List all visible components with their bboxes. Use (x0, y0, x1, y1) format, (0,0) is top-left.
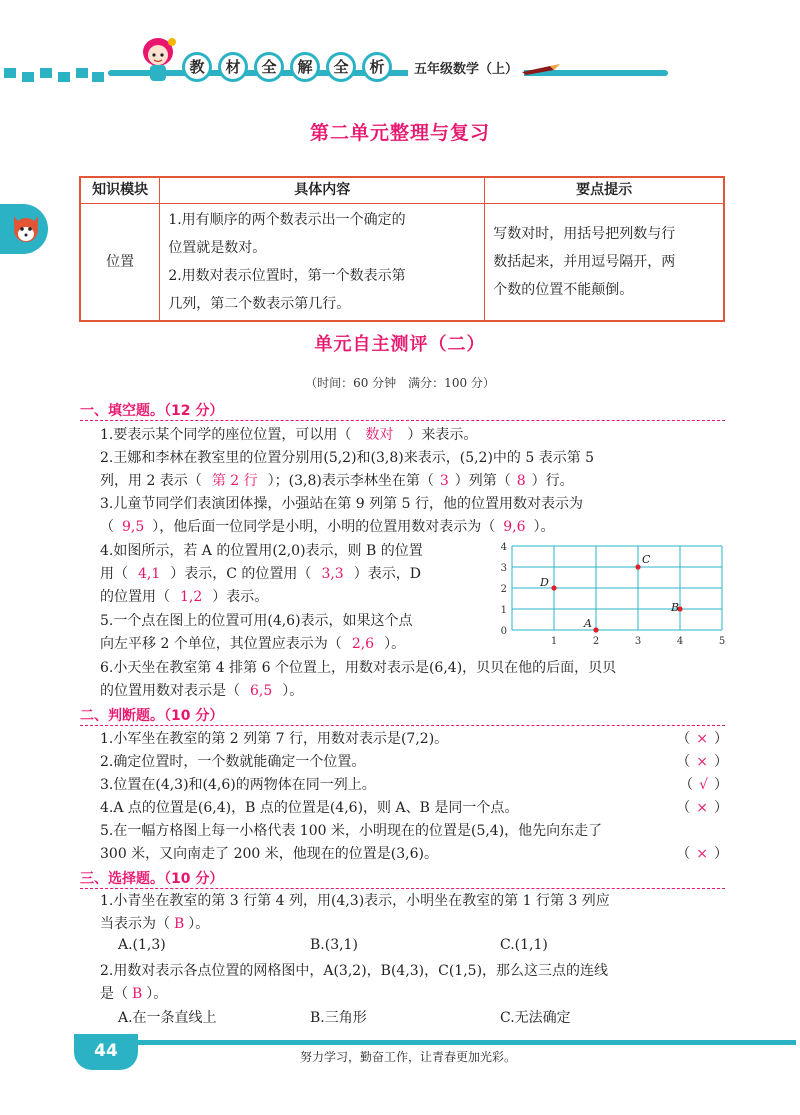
review-title: 第二单元整理与复习 (309, 122, 490, 144)
section-divider (80, 725, 725, 726)
answer: √ (699, 777, 708, 793)
judge-mark (658, 797, 728, 817)
fox-mascot-icon (10, 210, 42, 246)
tips-line: 个数的位置不能颠倒。 (493, 281, 634, 298)
x-tick-label: 3 (634, 636, 642, 647)
q-text: 的位置用数对表示是（ (100, 683, 240, 699)
question-1-2 (100, 447, 726, 493)
answer: 第 2 行 (211, 473, 258, 489)
q-text: 3.儿童节同学们表演团体操，小强站在第 9 列第 5 行，他的位置用数对表示为 (100, 496, 583, 512)
judge-mark (658, 843, 728, 863)
q-text: 6.小天坐在教室第 4 排第 6 个位置上，用数对表示是(6,4)，贝贝在他的后面，贝贝 (100, 660, 617, 676)
point-label: C (642, 553, 651, 566)
module-cell: 位置 (80, 203, 160, 321)
question-1-5 (100, 610, 500, 656)
q-text: 是（ (100, 986, 128, 1002)
content-line: 2.用数对表示位置时，第一个数表示第 (168, 267, 406, 284)
answer: B (174, 916, 185, 932)
section-1-title: 一、填空题。（12 分） (80, 403, 224, 419)
origin-label: 0 (500, 626, 507, 637)
paren: （ (676, 754, 691, 770)
x-tick-label: 4 (676, 636, 684, 647)
paren: （ (679, 777, 694, 793)
table-row (80, 203, 724, 321)
paren: ） (714, 846, 728, 862)
paren: （ (676, 731, 691, 747)
mascot-girl-icon (136, 34, 180, 86)
q-text: ）表示。 (212, 589, 269, 605)
point-c (635, 564, 640, 569)
answer: 8 (516, 473, 526, 489)
q-text: ）来表示。 (407, 427, 478, 443)
q-text: ）表示，D (353, 566, 421, 582)
q-text: ）列第（ (454, 473, 511, 489)
answer: B (132, 986, 143, 1002)
q-text: ）；(3,8)表示李林坐在第（ (267, 473, 434, 489)
y-tick-label: 1 (500, 605, 507, 616)
paren: ） (714, 731, 728, 747)
header-char: 教 (182, 52, 212, 82)
q-text: ）行。 (531, 473, 574, 489)
x-tick-label: 1 (550, 636, 558, 647)
content-line: 几列，第二个数表示第几行。 (168, 295, 351, 312)
pen-icon (520, 62, 562, 76)
q-text: ）。 (146, 986, 168, 1002)
tips-line: 写数对时，用括号把列数与行 (493, 225, 676, 242)
footer-bar (96, 1040, 796, 1045)
question-2-5 (100, 820, 726, 866)
answer: 9,5 (122, 519, 145, 535)
time-info: （时间：60 分钟 满分：100 分） (305, 376, 495, 390)
q-text: ）。 (384, 636, 406, 652)
answer: 9,6 (503, 519, 526, 535)
grid-points (539, 553, 683, 633)
paren: ） (714, 777, 728, 793)
q-text: （ (100, 519, 114, 535)
answer: × (696, 800, 708, 816)
question-2-2: 2.确定位置时，一个数就能确定一个位置。 (100, 754, 366, 770)
q-text: 4.如图所示，若 A 的位置用(2,0)表示，则 B 的位置 (100, 543, 423, 559)
q-text: 5.在一幅方格图上每一小格代表 100 米，小明现在的位置是(5,4)，他先向东走了 (100, 823, 603, 839)
q-text: 2.用数对表示各点位置的网格图中，A(3,2)，B(4,3)，C(1,5)，那么这三点的连线 (100, 963, 609, 979)
question-3-2 (100, 960, 726, 1006)
x-tick-label: 2 (592, 636, 600, 647)
q-text: ）表示，C 的位置用（ (170, 566, 312, 582)
content-cell (160, 203, 485, 321)
q-text: 列，用 2 表示（ (100, 473, 202, 489)
q-text: ），他后面一位同学是小明，小明的位置用数对表示为（ (152, 519, 496, 535)
content-line: 位置就是数对。 (168, 239, 267, 256)
judge-mark (658, 774, 728, 794)
option-c: C.无法确定 (500, 1010, 571, 1026)
point-label: A (584, 617, 592, 630)
q-text: 1.要表示某个同学的座位位置，可以用（ (100, 427, 352, 443)
paren: ） (714, 754, 728, 770)
tips-line: 数括起来，并用逗号隔开，两 (493, 253, 676, 270)
header-char: 材 (218, 52, 248, 82)
question-2-3: 3.位置在(4,3)和(4,6)的两物体在同一列上。 (100, 777, 376, 793)
point-label: D (540, 576, 549, 589)
q-text: 300 米，又向南走了 200 米，他现在的位置是(3,6)。 (100, 846, 438, 862)
section-divider (80, 420, 725, 421)
q-text: 1.小青坐在教室的第 3 行第 4 列，用(4,3)表示，小明坐在教室的第 1 行第 3 列应 (100, 893, 610, 909)
table-header: 知识模块 (80, 177, 160, 203)
q-text: 5.一个点在图上的位置可用(4,6)表示，如果这个点 (100, 613, 413, 629)
answer: 数对 (365, 427, 394, 443)
question-1-1 (100, 424, 726, 447)
q-text: 2.王娜和李林在教室里的位置分别用(5,2)和(3,8)来表示，(5,2)中的 5 表示第 5 (100, 450, 595, 466)
paren: （ (676, 800, 691, 816)
header-char: 全 (254, 52, 284, 82)
table-header: 具体内容 (160, 177, 485, 203)
q-text: ）。 (282, 683, 304, 699)
option-a: A.在一条直线上 (118, 1010, 217, 1026)
answer: 3,3 (321, 566, 344, 582)
paren: （ (676, 846, 691, 862)
x-tick-label: 5 (718, 636, 726, 647)
header-grade: 五年级数学（上） (408, 58, 524, 77)
header-char: 解 (290, 52, 320, 82)
section-2-title: 二、判断题。（10 分） (80, 708, 224, 724)
answer: 4,1 (138, 566, 161, 582)
position-grid-chart (498, 538, 728, 648)
table-header: 要点提示 (485, 177, 724, 203)
question-1-4 (100, 540, 500, 609)
q-text: 当表示为（ (100, 916, 170, 932)
answer: × (696, 754, 708, 770)
option-b: B.(3,1) (310, 937, 358, 953)
question-2-1: 1.小军坐在教室的第 2 列第 7 行，用数对表示是(7,2)。 (100, 731, 449, 747)
header-char: 析 (362, 52, 392, 82)
section-3-title: 三、选择题。（10 分） (80, 871, 224, 887)
tips-cell (485, 203, 724, 321)
content-line: 1.用有顺序的两个数表示出一个确定的 (168, 211, 406, 228)
q-text: ）。 (533, 519, 555, 535)
answer: 6,5 (250, 683, 273, 699)
page-number: 44 (94, 1041, 118, 1061)
judge-mark (658, 751, 728, 771)
option-b: B.三角形 (310, 1010, 367, 1026)
paren: ） (714, 800, 728, 816)
y-tick-label: 4 (500, 542, 507, 553)
footer-motto: 努力学习，勤奋工作，让青春更加光彩。 (300, 1050, 517, 1064)
test-title: 单元自主测评（二） (314, 334, 486, 355)
option-c: C.(1,1) (500, 937, 548, 953)
option-a: A.(1,3) (118, 937, 166, 953)
point-a (593, 627, 598, 632)
answer: 1,2 (180, 589, 203, 605)
judge-mark (658, 728, 728, 748)
question-2-4: 4.A 点的位置是(6,4)，B 点的位置是(4,6)，则 A、B 是同一个点。 (100, 800, 519, 816)
answer: × (696, 846, 708, 862)
point-label: B (671, 601, 680, 614)
answer: 3 (439, 473, 449, 489)
q-text: 的位置用（ (100, 589, 170, 605)
y-tick-label: 2 (500, 584, 507, 595)
y-tick-label: 3 (500, 563, 507, 574)
section-divider (80, 888, 725, 889)
grid-ticks (501, 542, 726, 647)
point-d (551, 585, 556, 590)
q-text: 向左平移 2 个单位，其位置应表示为（ (100, 636, 342, 652)
header-char: 全 (326, 52, 356, 82)
answer: 2,6 (351, 636, 375, 652)
answer: × (696, 731, 708, 747)
q-text: 用（ (100, 566, 128, 582)
q-text: ）。 (188, 916, 210, 932)
question-1-6 (100, 657, 726, 703)
table-header-row (80, 177, 724, 203)
question-3-1 (100, 890, 726, 936)
question-1-3 (100, 493, 726, 539)
knowledge-table (79, 176, 725, 322)
